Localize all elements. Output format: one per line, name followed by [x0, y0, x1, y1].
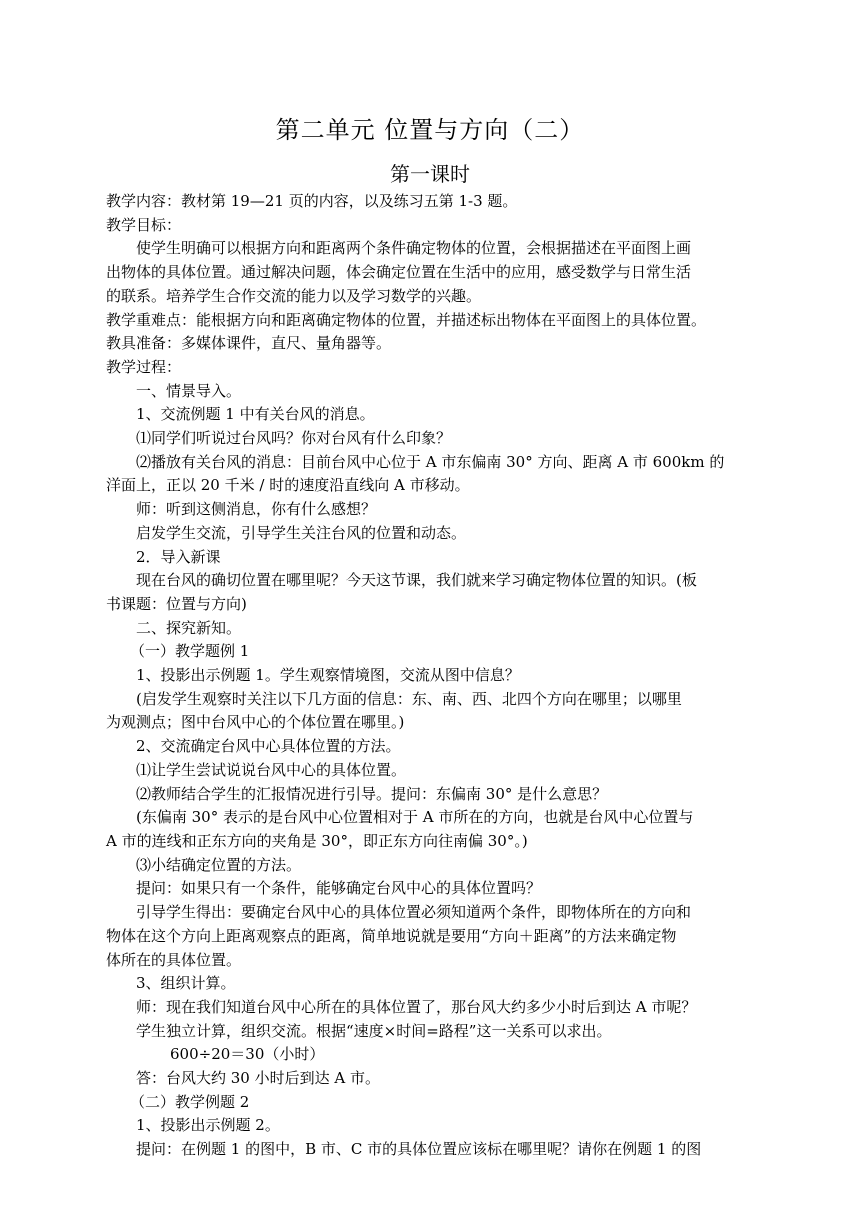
document-line: 2．导入新课 [136, 547, 221, 566]
document-line: ⑵教师结合学生的汇报情况进行引导。提问：东偏南 30° 是什么意思？ [136, 784, 608, 803]
document-body [106, 190, 778, 1162]
document-line: 启发学生交流，引导学生关注台风的位置和动态。 [136, 523, 467, 542]
document-line: 的联系。培养学生合作交流的能力以及学习数学的兴趣。 [106, 286, 482, 305]
document-line: 一、情景导入。 [136, 381, 242, 400]
document-line: 学生独立计算，组织交流。根据“速度×时间=路程”这一关系可以求出。 [136, 1021, 612, 1040]
document-line: ⑶小结确定位置的方法。 [136, 855, 302, 874]
document-line: 引导学生得出：要确定台风中心的具体位置必须知道两个条件，即物体所在的方向和 [136, 903, 692, 922]
document-line: 洋面上，正以 20 千米 / 时的速度沿直线向 A 市移动。 [106, 476, 470, 495]
document-line: 二、探究新知。 [136, 618, 242, 637]
document-line: 答：台风大约 30 小时后到达 A 市。 [136, 1069, 380, 1088]
document-line: 1、投影出示例题 1。学生观察情境图，交流从图中信息？ [136, 666, 520, 685]
document-line: ⑴同学们听说过台风吗？你对台风有什么印象？ [136, 429, 452, 448]
document-line: 出物体的具体位置。通过解决问题，体会确定位置在生活中的应用，感受数学与日常生活 [106, 263, 692, 282]
document-line: 现在台风的确切位置在哪里呢？今天这节课，我们就来学习确定物体位置的知识。(板 [136, 571, 697, 590]
document-line: ⑴让学生尝试说说台风中心的具体位置。 [136, 760, 407, 779]
document-line: 提问：如果只有一个条件，能够确定台风中心的具体位置吗？ [136, 879, 542, 898]
document-line: （一）教学题例 1 [130, 642, 250, 661]
document-subtitle: 第一课时 [390, 162, 470, 186]
document-line: （二）教学例题 2 [130, 1092, 250, 1111]
document-line: 教学过程： [106, 357, 182, 376]
document-line: (东偏南 30° 表示的是台风中心位置相对于 A 市所在的方向，也就是台风中心位置与 [136, 808, 694, 827]
document-line: 教学内容：教材第 19—21 页的内容，以及练习五第 1-3 题。 [106, 192, 518, 210]
document-line: (启发学生观察时关注以下几方面的信息：东、南、西、北四个方向在哪里；以哪里 [136, 689, 682, 708]
document-line: 提问：在例题 1 的图中，B 市、C 市的具体位置应该标在哪里呢？请你在例题 1 的图 [136, 1140, 702, 1159]
document-line: 教学目标： [106, 215, 182, 234]
document-line: 教学重难点：能根据方向和距离确定物体的位置，并描述标出物体在平面图上的具体位置。 [106, 310, 707, 329]
document-line: 600÷20＝30（小时） [170, 1045, 325, 1064]
document-line: 1、交流例题 1 中有关台风的消息。 [136, 405, 375, 424]
document-line: 1、投影出示例题 2。 [136, 1116, 280, 1135]
document-line: 体所在的具体位置。 [106, 950, 242, 969]
document-line: 物体在这个方向上距离观察点的距离，简单地说就是要用“方向＋距离”的方法来确定物 [106, 926, 677, 945]
document-line: 2、交流确定台风中心具体位置的方法。 [136, 737, 401, 756]
document-line: A 市的连线和正东方向的夹角是 30°，即正东方向往南偏 30°。) [106, 831, 528, 850]
document-line: 书课题：位置与方向) [106, 594, 247, 613]
document-line: 师：听到这侧消息，你有什么感想？ [136, 500, 377, 519]
document-line: 教具准备：多媒体课件，直尺、量角器等。 [106, 334, 392, 353]
document-line: ⑵播放有关台风的消息：目前台风中心位于 A 市东偏南 30° 方向、距离 A 市 600km 的 [136, 452, 725, 471]
document-line: 师：现在我们知道台风中心所在的具体位置了，那台风大约多少小时后到达 A 市呢？ [136, 997, 697, 1016]
document-title: 第二单元 位置与方向（二） [275, 116, 585, 144]
document-line: 3、组织计算。 [136, 974, 236, 993]
document-line: 使学生明确可以根据方向和距离两个条件确定物体的位置，会根据描述在平面图上画 [136, 239, 692, 258]
document-line: 为观测点；图中台风中心的个体位置在哪里。) [106, 713, 405, 732]
